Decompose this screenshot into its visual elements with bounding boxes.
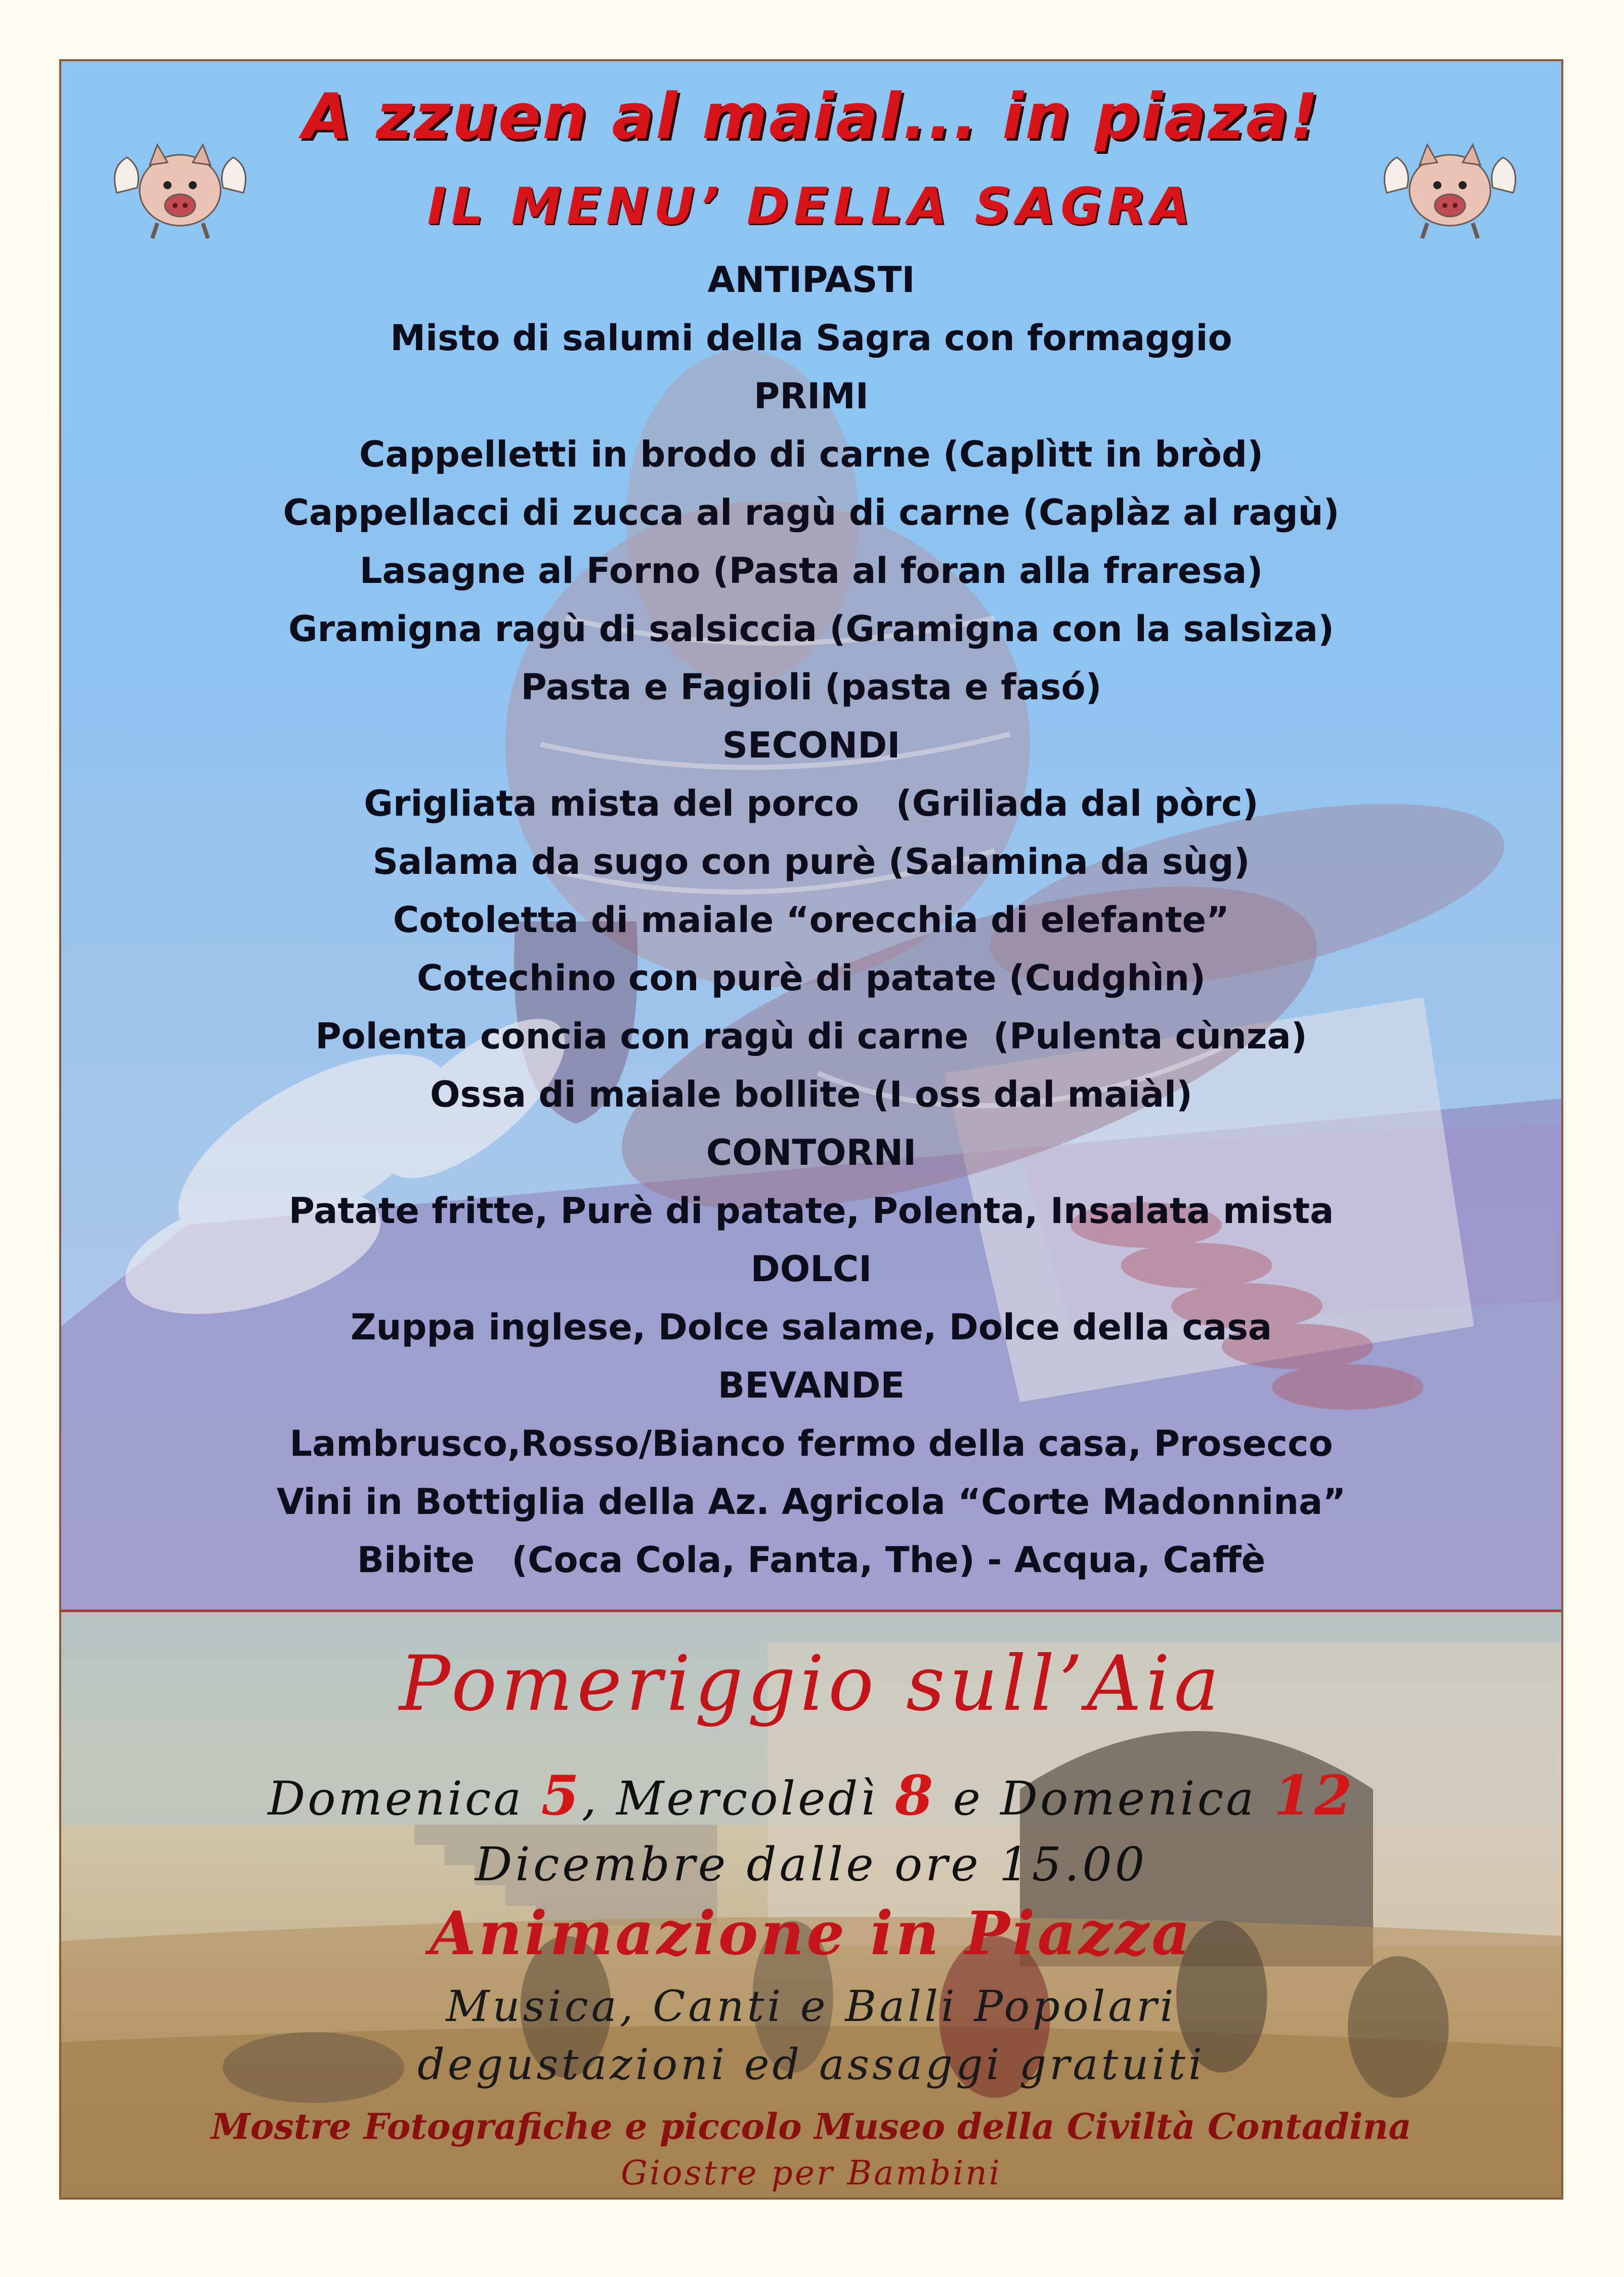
menu-item: Pasta e Fagioli (pasta e fasó) (521, 666, 1102, 708)
menu-item: Polenta concia con ragù di carne (Pulenta cùnza) (315, 1016, 1307, 1057)
menu-item: Cotechino con purè di patate (Cudghìn) (416, 957, 1206, 999)
menu-item: Cotoletta di maiale “orecchia di elefante” (393, 899, 1230, 941)
date-number: 12 (1273, 1764, 1355, 1828)
poster (59, 59, 1563, 2200)
event-animation-heading: Animazione in Piazza (430, 1898, 1193, 1968)
menu-section-heading: CONTORNI (706, 1132, 917, 1173)
menu-item: Salama da sugo con purè (Salamina da sùg) (372, 841, 1250, 882)
page-title: A zzuen al maial... in piaza! (303, 80, 1320, 153)
menu-section-heading: BEVANDE (717, 1365, 905, 1406)
menu-item: Misto di salumi della Sagra con formaggio (390, 317, 1232, 359)
menu-subtitle: IL MENU’ DELLA SAGRA (427, 177, 1195, 236)
menu-item: Zuppa inglese, Dolce salame, Dolce della casa (350, 1306, 1272, 1348)
menu-item: Lasagne al Forno (Pasta al foran alla fraresa) (359, 550, 1263, 592)
menu-item: Cappellacci di zucca al ragù di carne (Caplàz al ragù) (283, 492, 1340, 533)
event-dates (61, 1764, 1561, 1828)
menu-panel (61, 61, 1561, 1610)
menu-section-heading: SECONDI (722, 725, 901, 766)
menu-item: Patate fritte, Purè di patate, Polenta, Insalata mista (288, 1190, 1334, 1232)
menu-item: Grigliata mista del porco (Griliada dal pòrc) (364, 783, 1259, 824)
menu-section-heading: PRIMI (754, 375, 869, 417)
date-label: , Mercoledì (581, 1772, 895, 1826)
menu-item: Lambrusco,Rosso/Bianco fermo della casa, Prosecco (289, 1423, 1333, 1464)
date-number: 8 (895, 1764, 936, 1828)
event-exhibits: Mostre Fotografiche e piccolo Museo della Civiltà Contadina (211, 2105, 1412, 2147)
date-label: Domenica (268, 1772, 541, 1826)
event-tasting: degustazioni ed assaggi gratuiti (417, 2040, 1205, 2089)
menu-item: Ossa di maiale bollite (I oss dal maiàl) (430, 1074, 1192, 1115)
menu-section-heading: ANTIPASTI (707, 259, 915, 301)
date-label: e Domenica (935, 1772, 1274, 1826)
menu-list (61, 251, 1561, 1589)
event-music: Musica, Canti e Balli Popolari (446, 1981, 1177, 2031)
menu-item: Bibite (Coca Cola, Fanta, The) - Acqua, Caffè (357, 1539, 1266, 1581)
menu-item: Gramigna ragù di salsiccia (Gramigna con la salsìza) (288, 608, 1334, 650)
event-time: Dicembre dalle ore 15.00 (475, 1837, 1148, 1891)
event-rides: Giostre per Bambini (621, 2154, 1002, 2192)
date-number: 5 (541, 1764, 582, 1828)
menu-item: Vini in Bottiglia della Az. Agricola “Corte Madonnina” (276, 1481, 1346, 1523)
menu-section-heading: DOLCI (750, 1248, 872, 1290)
event-panel (61, 1610, 1561, 2200)
menu-item: Cappelletti in brodo di carne (Caplìtt in bròd) (359, 434, 1263, 475)
event-title: Pomeriggio sull’Aia (399, 1640, 1223, 1728)
event-details (61, 1612, 1561, 2200)
